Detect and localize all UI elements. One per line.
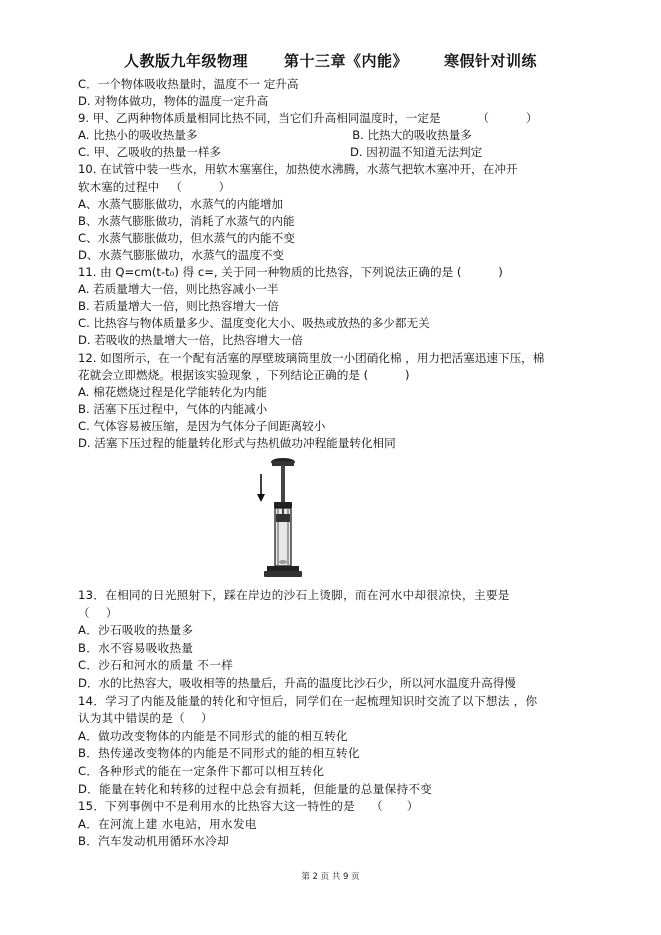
document-header bbox=[0, 50, 661, 71]
header-exercise: 寒假针对训练 bbox=[444, 52, 538, 70]
text-line: B. 活塞下压过程中，气体的内能减小 bbox=[78, 401, 268, 416]
text-line: C. 甲、乙吸收的热量一样多 D. 因初温不知道无法判定 bbox=[78, 145, 483, 160]
text-line: 认为其中错误的是（ ） bbox=[78, 711, 213, 726]
page-number-footer: 第 2 页 共 9 页 bbox=[301, 872, 360, 882]
question-body bbox=[78, 76, 590, 851]
header-book: 人教版九年级物理 bbox=[123, 52, 248, 70]
text-line: 软木塞的过程中 （ ） bbox=[78, 179, 231, 194]
text-line: D．水的比热容大，吸收相等的热量后，升高的温度比沙石少，所以河水温度升高得慢 bbox=[78, 676, 516, 691]
header-chapter: 第十三章《内能》 bbox=[283, 52, 408, 70]
text-line: 14．学习了内能及能量的转化和守恒后，同学们在一起梳理知识时交流了以下想法 ，你 bbox=[78, 693, 538, 708]
text-line: D. 对物体做功，物体的温度一定升高 bbox=[78, 94, 269, 109]
text-line: 12. 如图所示，在一个配有活塞的厚壁玻璃筒里放一小团硝化棉 ，用力把活塞迅速下压，棉 bbox=[78, 350, 545, 365]
text-line: B．热传递改变物体的内能是不同形式的能的相互转化 bbox=[78, 746, 360, 761]
text-line: C．一个物体吸收热量时，温度不一 定升高 bbox=[78, 77, 299, 91]
text-line: C. 比热容与物体质量多少、温度变化大小、吸热或放热的多少都无关 bbox=[78, 316, 430, 331]
text-line: A．在河流上建 水电站，用水发电 bbox=[78, 816, 257, 831]
text-line: A、水蒸气膨胀做功，水蒸气的内能增加 bbox=[78, 196, 284, 211]
text-line: （ ） bbox=[78, 605, 118, 620]
text-line: A．沙石吸收的热量多 bbox=[78, 623, 194, 638]
text-line: A. 棉花燃烧过程是化学能转化为内能 bbox=[78, 384, 268, 399]
text-line: D、水蒸气膨胀做功，水蒸气的温度不变 bbox=[78, 247, 285, 262]
text-line: 11. 由 Q=cm(t-t₀) 得 c=, 关于同一种物质的比热容，下列说法正确的是 ( ) bbox=[78, 265, 503, 280]
text-line: D. 活塞下压过程的能量转化形式与热机做功冲程能量转化相同 bbox=[78, 435, 396, 450]
text-line: C．沙石和河水的质量 不一样 bbox=[78, 658, 234, 673]
text-line: A．做功改变物体的内能是不同形式的能的相互转化 bbox=[78, 728, 348, 743]
text-line: C. 气体容易被压缩，是因为气体分子间距离较小 bbox=[78, 418, 326, 433]
text-line: D．能量在转化和转移的过程中总会有损耗，但能量的总量保持不变 bbox=[78, 781, 433, 796]
text-line: B、水蒸气膨胀做功，消耗了水蒸气的内能 bbox=[78, 213, 295, 228]
text-line: A. 比热小的吸收热量多 B. 比热大的吸收热量多 bbox=[78, 128, 472, 143]
text-line: C、水蒸气膨胀做功，但水蒸气的内能不变 bbox=[78, 230, 295, 245]
text-line: B．汽车发动机用循环水冷却 bbox=[78, 834, 229, 849]
piston-cylinder-figure bbox=[253, 456, 333, 581]
text-line: 9. 甲、乙两种物体质量相同比热不同，当它们升高相同温度时，一定是 （ ） bbox=[78, 111, 538, 126]
text-line: 10. 在试管中装一些水，用软木塞塞住，加热使水沸腾，水蒸气把软木塞冲开，在冲开 bbox=[78, 162, 518, 177]
text-line: 15．下列事例中不是利用水的比热容大这一特性的是 （ ） bbox=[78, 799, 419, 814]
text-line: B. 若质量增大一倍，则比热容增大一倍 bbox=[78, 299, 279, 314]
text-line: 花就会立即燃烧。根据该实验现象 ，下列结论正确的是 ( ) bbox=[78, 367, 410, 382]
glass-cylinder-illustration bbox=[253, 456, 333, 581]
text-line: B．水不容易吸收热量 bbox=[78, 640, 194, 655]
text-line: C．各种形式的能在一定条件下都可以相互转化 bbox=[78, 764, 325, 778]
text-line: D. 若吸收的热量增大一倍，比热容增大一倍 bbox=[78, 333, 303, 348]
text-line: A. 若质量增大一倍，则比热容减小一半 bbox=[78, 282, 279, 297]
text-line: 13．在相同的日光照射下，踩在岸边的沙石上烫脚，而在河水中却很凉快，主要是 bbox=[78, 588, 510, 603]
